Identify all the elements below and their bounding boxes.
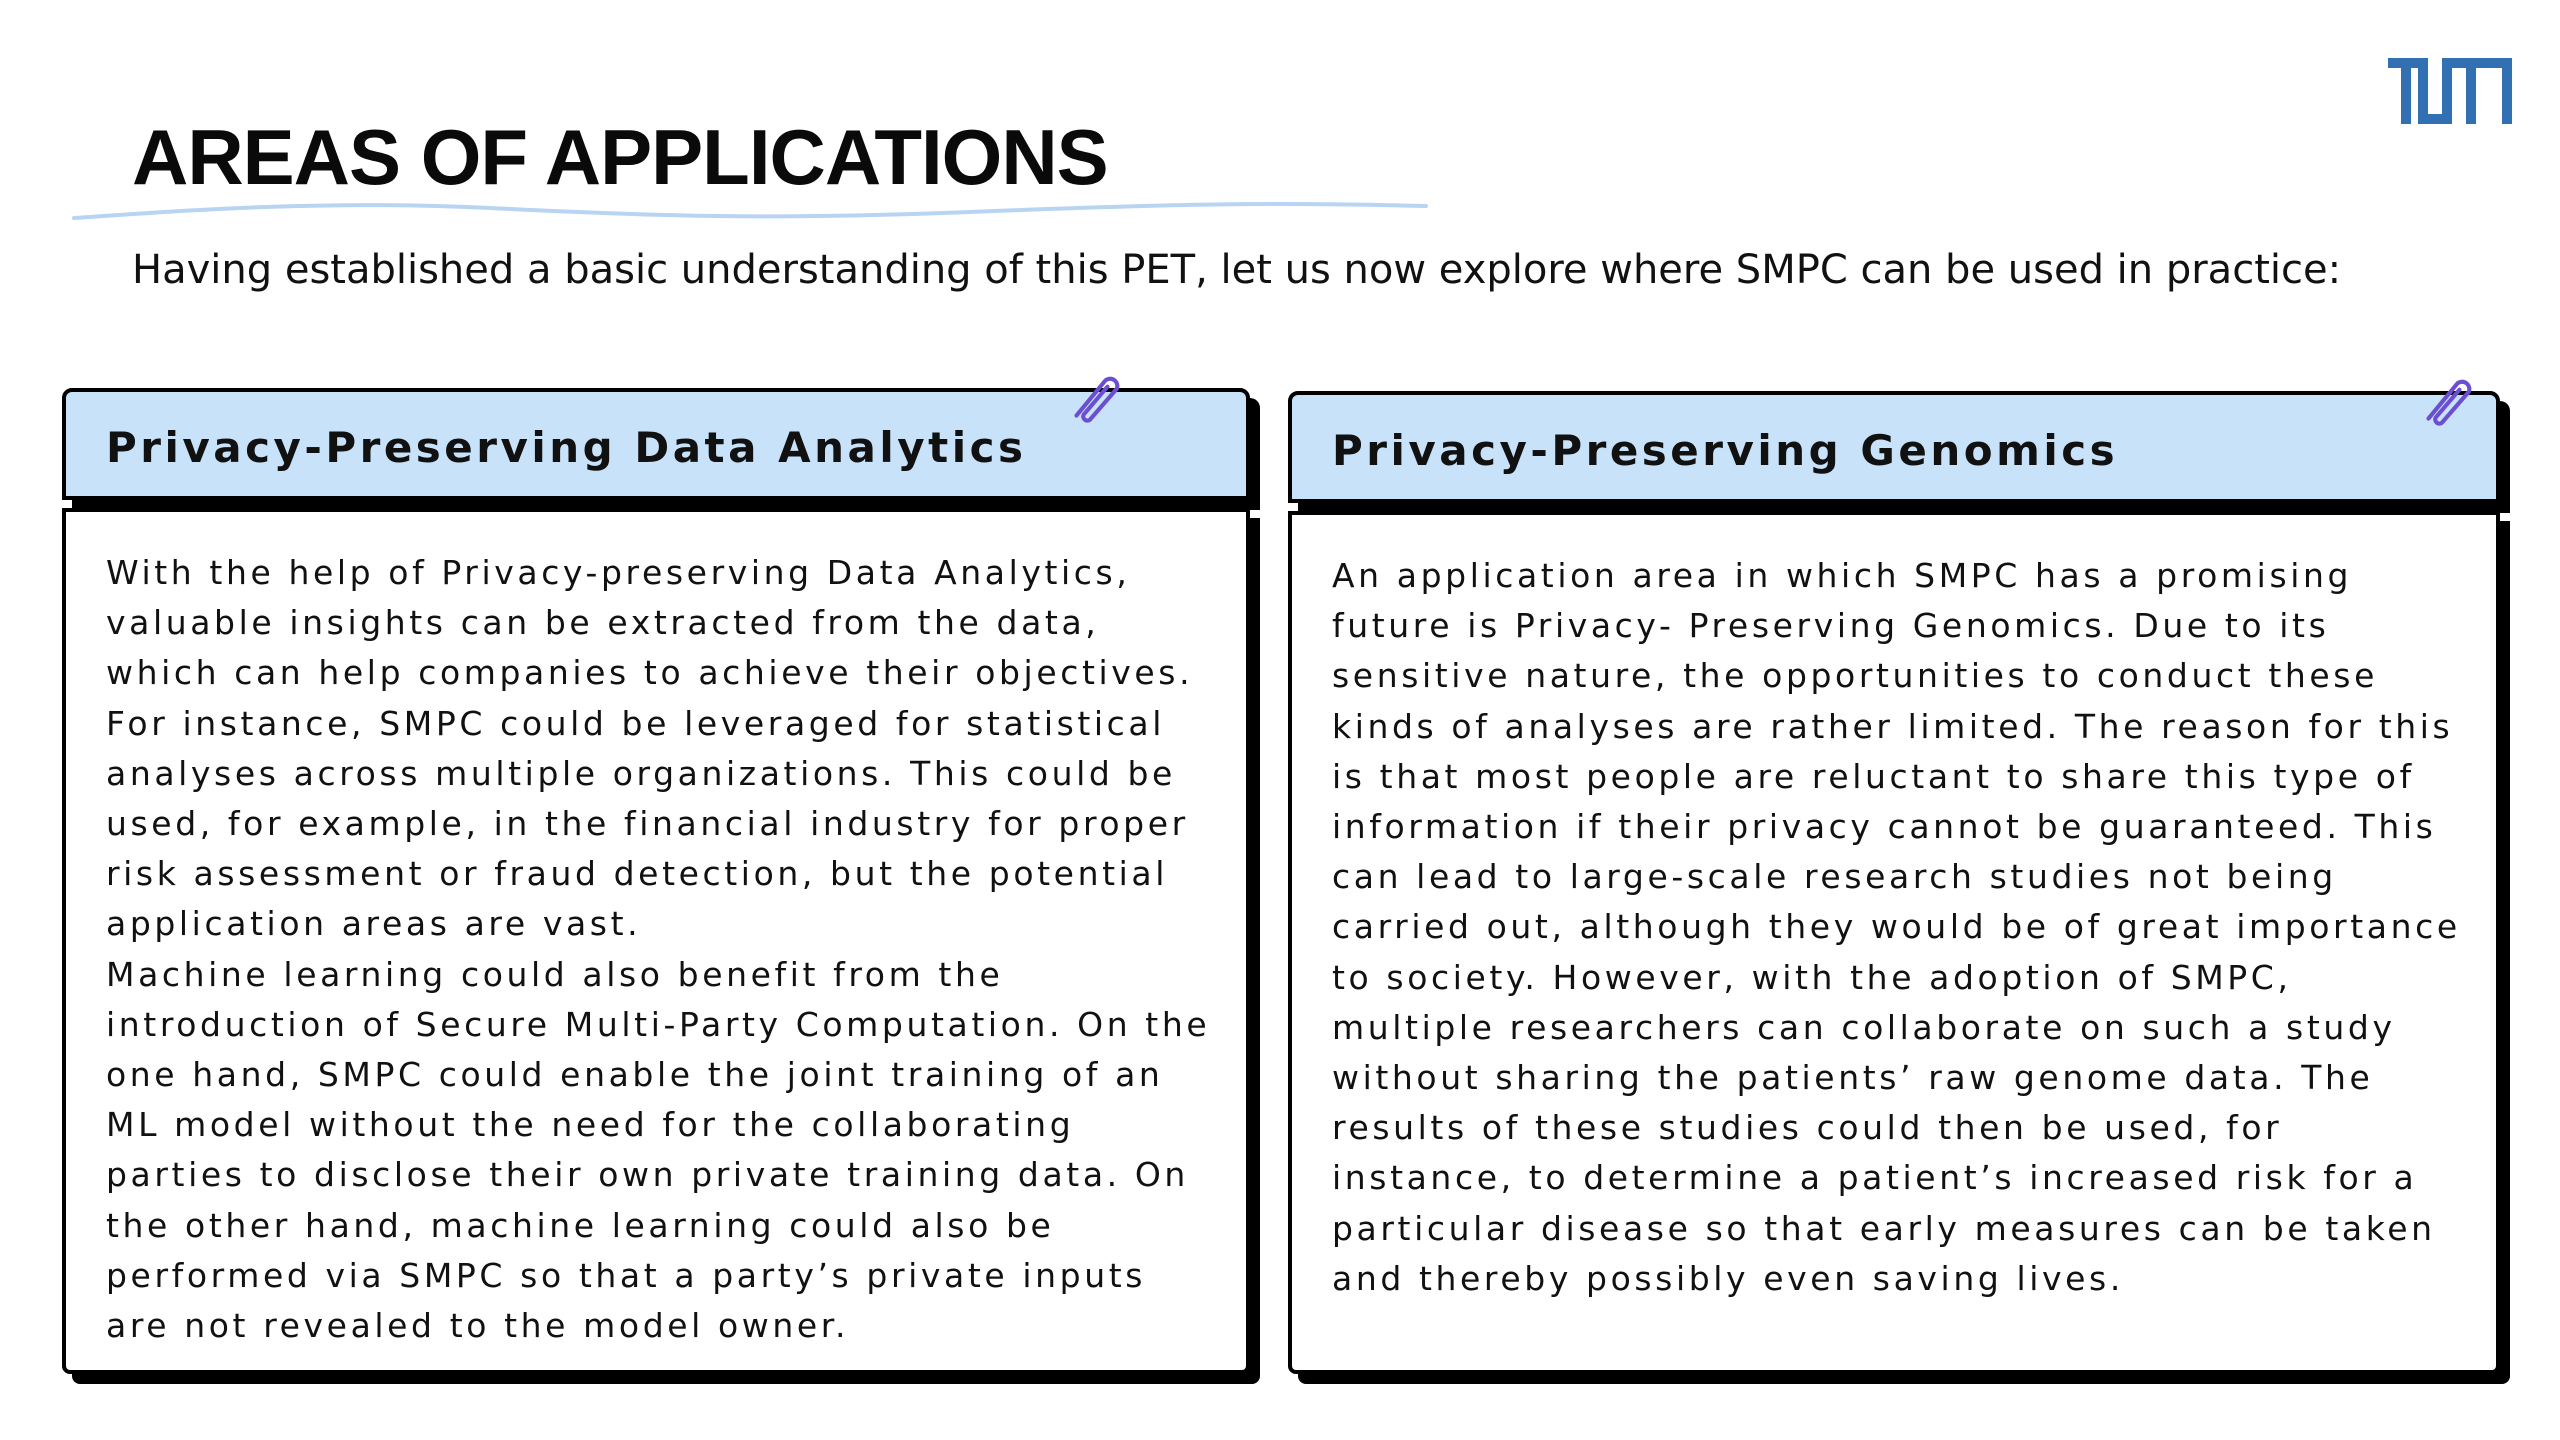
card-body-text <box>1332 551 2466 1304</box>
slide-title: AREAS OF APPLICATIONS <box>132 113 1108 201</box>
tum-logo <box>2388 58 2512 124</box>
card-paragraph: An application area in which SMPC has a promising future is Privacy- Preserving Genomics. Due to its sensitive nature, the opportunities to conduct these kinds of analyses are rather limited. The reason for this is that most people are reluctant to share this type of information if their privacy cannot be guaranteed. This can lead to large-scale research studies not being carried out, although they would be of great importance to society. However, with the adoption of SMPC, multiple researchers can collaborate on such a study without sharing the patients’ raw genome data. The results of these studies could then be used, for instance, to determine a patient’s increased risk for a particular disease so that early measures can be taken and thereby possibly even saving lives. <box>1332 556 2461 1298</box>
card-data-analytics <box>62 388 1250 1374</box>
card-header <box>1288 391 2500 503</box>
card-title: Privacy-Preserving Genomics <box>1332 426 2119 475</box>
card-paragraph: Machine learning could also benefit from the introduction of Secure Multi-Party Computation. On the one hand, SMPC could enable the joint training of an ML model without the need for the collaborating parties to disclose their own private training data. On the other hand, machine learning could also be performed via SMPC so that a party’s private inputs are not revealed to the model owner. <box>106 954 1211 1346</box>
card-body <box>62 508 1250 1374</box>
paperclip-icon <box>1062 366 1124 428</box>
card-body-text <box>106 548 1216 1351</box>
slide-subtitle: Having established a basic understanding of this PET, let us now explore where SMPC can be used in practice: <box>132 247 2342 293</box>
card-paragraph: With the help of Privacy-preserving Data Analytics, valuable insights can be extracted from the data, which can help companies to achieve their objectives. For instance, SMPC could be leveraged for statistical analyses across multiple organizations. This could be used, for example, in the financial industry for proper risk assessment or fraud detection, but the potential application areas are vast. <box>106 553 1194 944</box>
card-genomics <box>1288 391 2500 1374</box>
title-underline-decoration <box>70 190 1430 230</box>
paperclip-icon <box>2414 369 2476 431</box>
card-title: Privacy-Preserving Data Analytics <box>106 423 1027 472</box>
card-body <box>1288 511 2500 1374</box>
